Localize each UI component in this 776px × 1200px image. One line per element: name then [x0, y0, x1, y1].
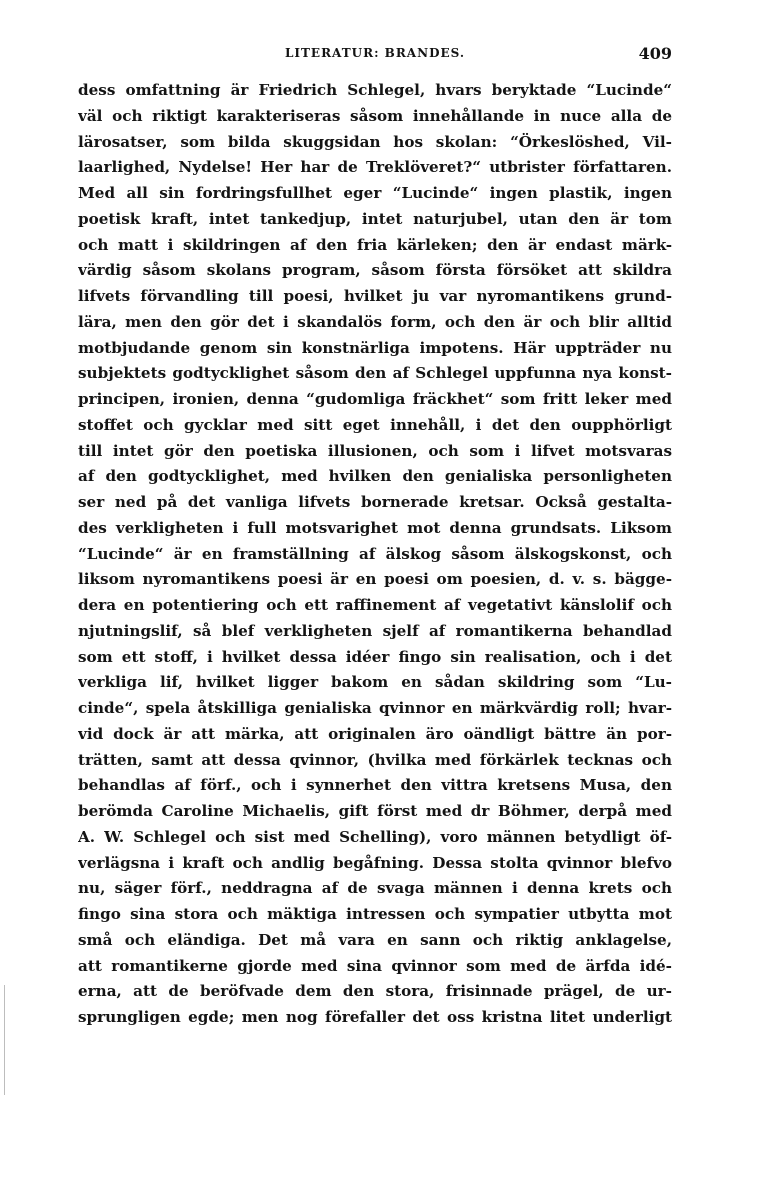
text-line: ser ned på det vanliga lifvets bornerade kretsar. Också gestalta- [78, 493, 672, 511]
text-line: lärosatser, som bilda skuggsidan hos skolan: “Örkeslöshed, Vil- [78, 132, 672, 151]
text-line: poetisk kraft, intet tankedjup, intet naturjubel, utan den är tom [78, 209, 672, 228]
text-line: “Lucinde“ är en framställning af älskog såsom älskogskonst, och [78, 544, 672, 563]
book-page [78, 44, 672, 1031]
text-line: fingo sina stora och mäktiga intressen och sympatier utbytta mot [78, 905, 672, 923]
text-line: A. W. Schlegel och sist med Schelling), voro männen betydligt öf- [78, 827, 672, 846]
text-line: Med all sin fordringsfullhet eger “Lucinde“ ingen plastik, ingen [78, 184, 672, 202]
body-text [78, 78, 672, 1031]
text-line: principen, ironien, denna “gudomliga fräckhet“ som fritt leker med [78, 390, 672, 408]
text-line: som ett stoff, i hvilket dessa idéer fingo sin realisation, och i det [78, 647, 672, 666]
text-line: nu, säger förf., neddragna af de svaga männen i denna krets och [78, 879, 672, 898]
text-line: verlägsna i kraft och andlig begåfning. Dessa stolta qvinnor blefvo [78, 853, 672, 872]
text-line: subjektets godtycklighet såsom den af Schlegel uppfunna nya konst- [78, 364, 672, 383]
text-line: laarlighed, Nydelse! Her har de Treklöveret?“ utbrister författaren. [78, 158, 672, 177]
text-line: njutningslif, så blef verkligheten sjelf af romantikerna behandlad [78, 621, 672, 640]
text-line: behandlas af förf., och i synnerhet den vittra kretsens Musa, den [78, 776, 672, 795]
text-line: sprungligen egde; men nog förefaller det oss kristna litet underligt [78, 1008, 672, 1026]
text-line: väl och riktigt karakteriseras såsom innehållande in nuce alla de [78, 106, 672, 125]
text-line: att romantikerne gjorde med sina qvinnor som med de ärfda idé- [78, 956, 672, 975]
text-line: dess omfattning är Friedrich Schlegel, hvars beryktade “Lucinde“ [78, 81, 672, 99]
text-line: erna, att de beröfvade dem den stora, frisinnade prägel, de ur- [78, 982, 672, 1001]
text-line: vid dock är att märka, att originalen äro oändligt bättre än por- [78, 724, 672, 743]
text-line: små och eländiga. Det må vara en sann och riktig anklagelse, [78, 930, 672, 949]
text-line: dera en potentiering och ett raffinement af vegetativt känslolif och [78, 596, 672, 614]
page-number: 409 [638, 44, 672, 63]
text-line: verkliga lif, hvilket ligger bakom en sådan skildring som “Lu- [78, 673, 672, 692]
text-line: lära, men den gör det i skandalös form, och den är och blir alltid [78, 312, 672, 331]
text-line: och matt i skildringen af den fria kärleken; den är endast märk- [78, 235, 672, 254]
text-line: af den godtycklighet, med hvilken den genialiska personligheten [78, 467, 672, 486]
text-line: stoffet och gycklar med sitt eget innehåll, i det den oupphörligt [78, 415, 672, 434]
text-line: des verkligheten i full motsvarighet mot denna grundsats. Liksom [78, 518, 672, 537]
text-line: motbjudande genom sin konstnärliga impotens. Här uppträder nu [78, 338, 672, 357]
page-header [78, 44, 672, 72]
margin-pencil-mark [4, 985, 5, 1095]
text-line: trätten, samt att dessa qvinnor, (hvilka med förkärlek tecknas och [78, 750, 672, 769]
text-line: berömda Caroline Michaelis, gift först med dr Böhmer, derpå med [78, 802, 672, 820]
running-head: LITERATUR: BRANDES. [284, 46, 466, 60]
text-line: till intet gör den poetiska illusionen, och som i lifvet motsvaras [78, 441, 672, 460]
text-line: lifvets förvandling till poesi, hvilket ju var nyromantikens grund- [78, 287, 672, 305]
text-line: värdig såsom skolans program, såsom första försöket att skildra [78, 261, 672, 280]
text-line: cinde“, spela åtskilliga genialiska qvinnor en märkvärdig roll; hvar- [78, 699, 672, 717]
text-line: liksom nyromantikens poesi är en poesi om poesien, d. v. s. bägge- [78, 570, 672, 589]
